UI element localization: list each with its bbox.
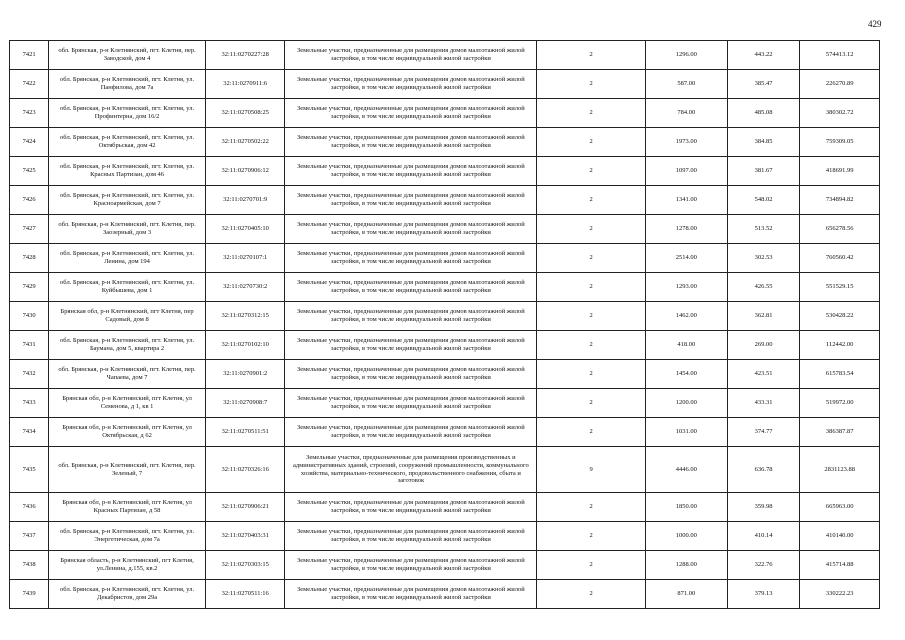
group-code-cell: 2 xyxy=(537,580,646,609)
table-row xyxy=(10,360,880,389)
table-row xyxy=(10,244,880,273)
address-cell: Брянская обл, р-н Клетнянский, пгт Клетня, ул Красных Партизан, д 58 xyxy=(49,493,206,522)
cadastral-value-cell: 330222.23 xyxy=(800,580,880,609)
cadastral-number-cell: 32:11:0270303:15 xyxy=(205,551,284,580)
address-cell: обл. Брянская, р-н Клетнянский, пгт. Клетня, ул. Энергетическая, дом 7а xyxy=(49,522,206,551)
row-number-cell: 7425 xyxy=(10,157,49,186)
cadastral-number-cell: 32:11:0270502:22 xyxy=(205,128,284,157)
area-cell: 1097.00 xyxy=(645,157,727,186)
specific-value-cell: 359.98 xyxy=(727,493,800,522)
row-number-cell: 7426 xyxy=(10,186,49,215)
land-use-cell: Земельные участки, предназначенные для размещения домов малоэтажной жилой застройки, в том числе индивидуальной жилой застройки xyxy=(285,418,537,447)
cadastral-number-cell: 32:11:0270701:9 xyxy=(205,186,284,215)
cadastral-value-cell: 415714.88 xyxy=(800,551,880,580)
address-cell: обл. Брянская, р-н Клетнянский, пгт. Клетня, ул. Красных Партизан, дом 46 xyxy=(49,157,206,186)
table-row xyxy=(10,41,880,70)
cadastral-value-cell: 615783.54 xyxy=(800,360,880,389)
specific-value-cell: 548.02 xyxy=(727,186,800,215)
group-code-cell: 2 xyxy=(537,331,646,360)
area-cell: 1454.00 xyxy=(645,360,727,389)
area-cell: 1973.00 xyxy=(645,128,727,157)
group-code-cell: 9 xyxy=(537,447,646,493)
area-cell: 1462.00 xyxy=(645,302,727,331)
cadastral-number-cell: 32:11:0270906:12 xyxy=(205,157,284,186)
area-cell: 1293.00 xyxy=(645,273,727,302)
cadastral-value-cell: 226270.89 xyxy=(800,70,880,99)
area-cell: 1341.00 xyxy=(645,186,727,215)
specific-value-cell: 269.00 xyxy=(727,331,800,360)
address-cell: обл. Брянская, р-н Клетнянский, пгт. Клетня, ул. Декабристов, дом 29а xyxy=(49,580,206,609)
group-code-cell: 2 xyxy=(537,302,646,331)
specific-value-cell: 410.14 xyxy=(727,522,800,551)
land-use-cell: Земельные участки, предназначенные для размещения домов малоэтажной жилой застройки, в том числе индивидуальной жилой застройки xyxy=(285,551,537,580)
cadastral-number-cell: 32:11:0270326:16 xyxy=(205,447,284,493)
row-number-cell: 7422 xyxy=(10,70,49,99)
specific-value-cell: 636.78 xyxy=(727,447,800,493)
table-row xyxy=(10,580,880,609)
group-code-cell: 2 xyxy=(537,273,646,302)
specific-value-cell: 433.31 xyxy=(727,389,800,418)
table-row xyxy=(10,493,880,522)
address-cell: обл. Брянская, р-н Клетнянский, пгт. Клетня, ул. Ленина, дом 194 xyxy=(49,244,206,273)
land-use-cell: Земельные участки, предназначенные для размещения домов малоэтажной жилой застройки, в том числе индивидуальной жилой застройки xyxy=(285,99,537,128)
land-use-cell: Земельные участки, предназначенные для размещения домов малоэтажной жилой застройки, в том числе индивидуальной жилой застройки xyxy=(285,360,537,389)
row-number-cell: 7439 xyxy=(10,580,49,609)
cadastral-value-cell: 112442.00 xyxy=(800,331,880,360)
specific-value-cell: 426.55 xyxy=(727,273,800,302)
cadastral-value-cell: 665963.00 xyxy=(800,493,880,522)
land-use-cell: Земельные участки, предназначенные для размещения производственных и административных зданий, строений, сооружений промышленности, коммунального хозяйства, материально-технического, продовольственного снабжения, сбыта и заготовок xyxy=(285,447,537,493)
cadastral-value-cell: 2831123.88 xyxy=(800,447,880,493)
group-code-cell: 2 xyxy=(537,157,646,186)
cadastral-value-cell: 386387.87 xyxy=(800,418,880,447)
specific-value-cell: 384.85 xyxy=(727,128,800,157)
group-code-cell: 2 xyxy=(537,186,646,215)
land-use-cell: Земельные участки, предназначенные для размещения домов малоэтажной жилой застройки, в том числе индивидуальной жилой застройки xyxy=(285,244,537,273)
land-use-cell: Земельные участки, предназначенные для размещения домов малоэтажной жилой застройки, в том числе индивидуальной жилой застройки xyxy=(285,389,537,418)
cadastral-number-cell: 32:11:0270405:10 xyxy=(205,215,284,244)
address-cell: Брянская обл, р-н Клетнянский, пгт Клетня, ул Семенова, д 1, кв 1 xyxy=(49,389,206,418)
table-row xyxy=(10,273,880,302)
land-use-cell: Земельные участки, предназначенные для размещения домов малоэтажной жилой застройки, в том числе индивидуальной жилой застройки xyxy=(285,157,537,186)
group-code-cell: 2 xyxy=(537,551,646,580)
specific-value-cell: 423.51 xyxy=(727,360,800,389)
cadastral-number-cell: 32:11:0270511:16 xyxy=(205,580,284,609)
group-code-cell: 2 xyxy=(537,389,646,418)
specific-value-cell: 302.53 xyxy=(727,244,800,273)
row-number-cell: 7435 xyxy=(10,447,49,493)
land-use-cell: Земельные участки, предназначенные для размещения домов малоэтажной жилой застройки, в том числе индивидуальной жилой застройки xyxy=(285,215,537,244)
area-cell: 1031.00 xyxy=(645,418,727,447)
table-row xyxy=(10,522,880,551)
table-row xyxy=(10,215,880,244)
address-cell: обл. Брянская, р-н Клетнянский, пгт. Клетня, пер. Заводской, дом 4 xyxy=(49,41,206,70)
group-code-cell: 2 xyxy=(537,493,646,522)
row-number-cell: 7431 xyxy=(10,331,49,360)
cadastral-value-cell: 530428.22 xyxy=(800,302,880,331)
land-use-cell: Земельные участки, предназначенные для размещения домов малоэтажной жилой застройки, в том числе индивидуальной жилой застройки xyxy=(285,41,537,70)
group-code-cell: 2 xyxy=(537,244,646,273)
cadastral-value-cell: 380302.72 xyxy=(800,99,880,128)
table-row xyxy=(10,302,880,331)
address-cell: Брянская область, р-н Клетнянский, пгт Клетня, ул.Ленина, д.155, кв.2 xyxy=(49,551,206,580)
table-row xyxy=(10,186,880,215)
specific-value-cell: 362.81 xyxy=(727,302,800,331)
table-row xyxy=(10,447,880,493)
cadastral-number-cell: 32:11:0270511:51 xyxy=(205,418,284,447)
cadastral-number-cell: 32:11:0270908:7 xyxy=(205,389,284,418)
address-cell: Брянская обл, р-н Клетнянский, пгт Клетня, ул Октябрьская, д 62 xyxy=(49,418,206,447)
address-cell: обл. Брянская, р-н Клетнянский, пгт. Клетня, ул. Профинтерна, дом 16/2 xyxy=(49,99,206,128)
specific-value-cell: 385.47 xyxy=(727,70,800,99)
row-number-cell: 7436 xyxy=(10,493,49,522)
table-row xyxy=(10,99,880,128)
row-number-cell: 7438 xyxy=(10,551,49,580)
area-cell: 587.00 xyxy=(645,70,727,99)
cadastral-number-cell: 32:11:0270403:31 xyxy=(205,522,284,551)
land-use-cell: Земельные участки, предназначенные для размещения домов малоэтажной жилой застройки, в том числе индивидуальной жилой застройки xyxy=(285,70,537,99)
cadastral-value-cell: 519972.00 xyxy=(800,389,880,418)
group-code-cell: 2 xyxy=(537,360,646,389)
area-cell: 1200.00 xyxy=(645,389,727,418)
land-use-cell: Земельные участки, предназначенные для размещения домов малоэтажной жилой застройки, в том числе индивидуальной жилой застройки xyxy=(285,128,537,157)
row-number-cell: 7430 xyxy=(10,302,49,331)
land-use-cell: Земельные участки, предназначенные для размещения домов малоэтажной жилой застройки, в том числе индивидуальной жилой застройки xyxy=(285,493,537,522)
table-row xyxy=(10,157,880,186)
address-cell: обл. Брянская, р-н Клетнянский, пгт. Клетня, пер. Зеленый, 7 xyxy=(49,447,206,493)
row-number-cell: 7433 xyxy=(10,389,49,418)
area-cell: 2514.00 xyxy=(645,244,727,273)
land-use-cell: Земельные участки, предназначенные для размещения домов малоэтажной жилой застройки, в том числе индивидуальной жилой застройки xyxy=(285,302,537,331)
land-use-cell: Земельные участки, предназначенные для размещения домов малоэтажной жилой застройки, в том числе индивидуальной жилой застройки xyxy=(285,331,537,360)
row-number-cell: 7432 xyxy=(10,360,49,389)
area-cell: 1000.00 xyxy=(645,522,727,551)
area-cell: 1278.00 xyxy=(645,215,727,244)
cadastral-number-cell: 32:11:0270911:6 xyxy=(205,70,284,99)
group-code-cell: 2 xyxy=(537,41,646,70)
table-row xyxy=(10,551,880,580)
specific-value-cell: 322.76 xyxy=(727,551,800,580)
group-code-cell: 2 xyxy=(537,418,646,447)
cadastral-number-cell: 32:11:0270901:2 xyxy=(205,360,284,389)
cadastral-number-cell: 32:11:0270227:28 xyxy=(205,41,284,70)
address-cell: обл. Брянская, р-н Клетнянский, пгт. Клетня, ул. Октябрьская, дом 42 xyxy=(49,128,206,157)
row-number-cell: 7423 xyxy=(10,99,49,128)
address-cell: обл. Брянская, р-н Клетнянский, пгт. Клетня, пер. Заозерный, дом 3 xyxy=(49,215,206,244)
cadastral-value-cell: 759309.05 xyxy=(800,128,880,157)
row-number-cell: 7424 xyxy=(10,128,49,157)
area-cell: 1288.00 xyxy=(645,551,727,580)
address-cell: обл. Брянская, р-н Клетнянский, пгт. Клетня, пер. Чапаева, дом 7 xyxy=(49,360,206,389)
cadastral-value-cell: 760560.42 xyxy=(800,244,880,273)
cadastral-value-cell: 734894.82 xyxy=(800,186,880,215)
specific-value-cell: 485.08 xyxy=(727,99,800,128)
area-cell: 4446.00 xyxy=(645,447,727,493)
address-cell: обл. Брянская, р-н Клетнянский, пгт. Клетня, ул. Красноармейская, дом 7 xyxy=(49,186,206,215)
cadastral-value-cell: 574413.12 xyxy=(800,41,880,70)
cadastral-number-cell: 32:11:0270906:21 xyxy=(205,493,284,522)
address-cell: обл. Брянская, р-н Клетнянский, пгт. Клетня, ул. Панфилова, дом 7а xyxy=(49,70,206,99)
address-cell: обл. Брянская, р-н Клетнянский, пгт. Клетня, ул. Куйбышева, дом 1 xyxy=(49,273,206,302)
address-cell: Брянская обл, р-н Клетнянский, пгт Клетня, пер Садовый, дом 8 xyxy=(49,302,206,331)
cadastral-value-table xyxy=(9,40,880,609)
table-row xyxy=(10,331,880,360)
group-code-cell: 2 xyxy=(537,215,646,244)
group-code-cell: 2 xyxy=(537,128,646,157)
specific-value-cell: 381.67 xyxy=(727,157,800,186)
specific-value-cell: 379.13 xyxy=(727,580,800,609)
group-code-cell: 2 xyxy=(537,99,646,128)
cadastral-number-cell: 32:11:0270730:2 xyxy=(205,273,284,302)
row-number-cell: 7437 xyxy=(10,522,49,551)
table-row xyxy=(10,389,880,418)
table-body xyxy=(10,41,880,609)
cadastral-value-cell: 410140.00 xyxy=(800,522,880,551)
area-cell: 1850.00 xyxy=(645,493,727,522)
area-cell: 418.00 xyxy=(645,331,727,360)
specific-value-cell: 374.77 xyxy=(727,418,800,447)
row-number-cell: 7427 xyxy=(10,215,49,244)
row-number-cell: 7429 xyxy=(10,273,49,302)
table-row xyxy=(10,70,880,99)
row-number-cell: 7434 xyxy=(10,418,49,447)
area-cell: 784.00 xyxy=(645,99,727,128)
area-cell: 1296.00 xyxy=(645,41,727,70)
page-number: 429 xyxy=(868,19,882,29)
table-row xyxy=(10,128,880,157)
group-code-cell: 2 xyxy=(537,522,646,551)
specific-value-cell: 443.22 xyxy=(727,41,800,70)
cadastral-number-cell: 32:11:0270107:1 xyxy=(205,244,284,273)
cadastral-value-cell: 656278.56 xyxy=(800,215,880,244)
row-number-cell: 7421 xyxy=(10,41,49,70)
land-use-cell: Земельные участки, предназначенные для размещения домов малоэтажной жилой застройки, в том числе индивидуальной жилой застройки xyxy=(285,273,537,302)
row-number-cell: 7428 xyxy=(10,244,49,273)
cadastral-value-cell: 418691.99 xyxy=(800,157,880,186)
specific-value-cell: 513.52 xyxy=(727,215,800,244)
group-code-cell: 2 xyxy=(537,70,646,99)
cadastral-number-cell: 32:11:0270102:10 xyxy=(205,331,284,360)
address-cell: обл. Брянская, р-н Клетнянский, пгт. Клетня, ул. Баумана, дом 5, квартира 2 xyxy=(49,331,206,360)
cadastral-number-cell: 32:11:0270312:15 xyxy=(205,302,284,331)
cadastral-number-cell: 32:11:0270508:25 xyxy=(205,99,284,128)
land-use-cell: Земельные участки, предназначенные для размещения домов малоэтажной жилой застройки, в том числе индивидуальной жилой застройки xyxy=(285,522,537,551)
table-row xyxy=(10,418,880,447)
area-cell: 871.00 xyxy=(645,580,727,609)
cadastral-value-cell: 551529.15 xyxy=(800,273,880,302)
land-use-cell: Земельные участки, предназначенные для размещения домов малоэтажной жилой застройки, в том числе индивидуальной жилой застройки xyxy=(285,186,537,215)
land-use-cell: Земельные участки, предназначенные для размещения домов малоэтажной жилой застройки, в том числе индивидуальной жилой застройки xyxy=(285,580,537,609)
